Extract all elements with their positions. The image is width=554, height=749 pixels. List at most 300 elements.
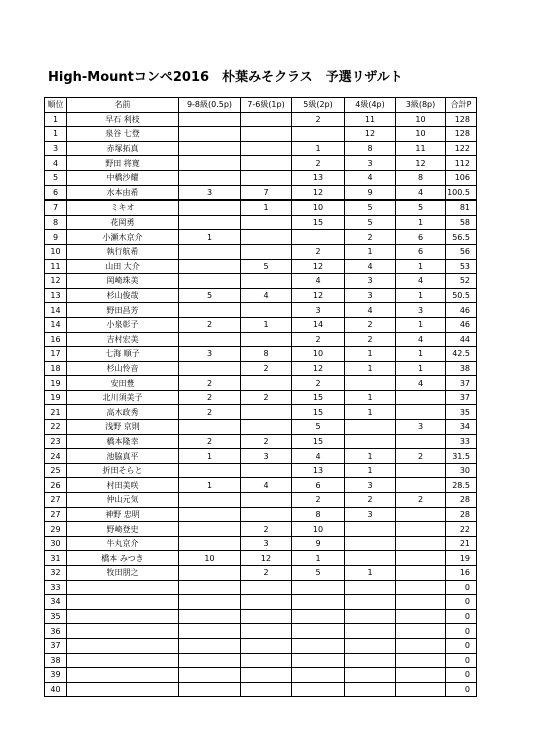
cell-grade-7-6	[241, 170, 292, 185]
cell-grade-9-8	[179, 274, 241, 289]
cell-grade-9-8	[179, 420, 241, 435]
cell-total: 112	[446, 156, 477, 171]
cell-total: 35	[446, 405, 477, 420]
table-row	[45, 376, 477, 391]
cell-rank: 40	[45, 682, 67, 697]
table-row	[45, 244, 477, 259]
cell-grade-4: 11	[345, 112, 396, 127]
cell-grade-3	[396, 638, 446, 653]
cell-rank: 29	[45, 522, 67, 537]
cell-rank: 7	[45, 200, 67, 215]
cell-grade-5: 6	[292, 478, 345, 493]
cell-grade-3	[396, 609, 446, 624]
cell-grade-4	[345, 536, 396, 551]
cell-grade-3: 10	[396, 127, 446, 142]
table-row	[45, 595, 477, 610]
table-row	[45, 215, 477, 230]
cell-grade-3: 1	[396, 259, 446, 274]
cell-grade-4	[345, 638, 396, 653]
cell-grade-5: 2	[292, 244, 345, 259]
cell-total: 28.5	[446, 478, 477, 493]
cell-name: 小泉彰子	[67, 317, 179, 332]
table-row	[45, 112, 477, 127]
table-row	[45, 682, 477, 697]
cell-grade-4: 2	[345, 493, 396, 508]
cell-grade-7-6: 8	[241, 347, 292, 362]
cell-name: 折田そらと	[67, 463, 179, 478]
cell-rank: 8	[45, 215, 67, 230]
cell-grade-3: 2	[396, 449, 446, 464]
cell-grade-3: 4	[396, 376, 446, 391]
cell-grade-5: 12	[292, 185, 345, 200]
cell-grade-7-6	[241, 127, 292, 142]
cell-grade-5: 15	[292, 434, 345, 449]
cell-grade-4	[345, 682, 396, 697]
cell-name: 岡崎珠美	[67, 274, 179, 289]
cell-grade-4: 4	[345, 303, 396, 318]
cell-grade-9-8	[179, 170, 241, 185]
cell-total: 0	[446, 653, 477, 668]
cell-total: 42.5	[446, 347, 477, 362]
cell-name	[67, 682, 179, 697]
cell-grade-7-6: 2	[241, 566, 292, 581]
table-row	[45, 551, 477, 566]
cell-name: 早石 利枝	[67, 112, 179, 127]
cell-rank: 4	[45, 156, 67, 171]
cell-grade-7-6	[241, 274, 292, 289]
cell-total: 56.5	[446, 230, 477, 245]
cell-grade-7-6: 2	[241, 390, 292, 405]
cell-grade-4: 2	[345, 230, 396, 245]
cell-name: 高木政秀	[67, 405, 179, 420]
column-header-grade-7-6: 7-6級(1p)	[241, 98, 292, 113]
cell-rank: 34	[45, 595, 67, 610]
cell-name: 野田昌芳	[67, 303, 179, 318]
cell-grade-4: 8	[345, 141, 396, 156]
cell-name	[67, 624, 179, 639]
cell-name: 橋本 みつき	[67, 551, 179, 566]
table-row	[45, 390, 477, 405]
cell-total: 0	[446, 609, 477, 624]
cell-grade-4	[345, 580, 396, 595]
cell-grade-5: 2	[292, 112, 345, 127]
table-row	[45, 288, 477, 303]
cell-rank: 19	[45, 390, 67, 405]
cell-grade-9-8	[179, 638, 241, 653]
table-row	[45, 230, 477, 245]
cell-grade-3: 3	[396, 303, 446, 318]
cell-grade-7-6	[241, 638, 292, 653]
cell-grade-9-8	[179, 200, 241, 215]
cell-grade-4: 1	[345, 244, 396, 259]
cell-total: 53	[446, 259, 477, 274]
cell-rank: 36	[45, 624, 67, 639]
cell-rank: 32	[45, 566, 67, 581]
cell-grade-7-6	[241, 580, 292, 595]
cell-total: 106	[446, 170, 477, 185]
cell-total: 28	[446, 507, 477, 522]
column-header-grade-3: 3級(8p)	[396, 98, 446, 113]
cell-grade-9-8	[179, 653, 241, 668]
cell-name: 野崎登史	[67, 522, 179, 537]
cell-grade-7-6: 12	[241, 551, 292, 566]
cell-name: 仲山元気	[67, 493, 179, 508]
cell-grade-5: 4	[292, 274, 345, 289]
table-row	[45, 420, 477, 435]
cell-grade-3	[396, 478, 446, 493]
cell-rank: 13	[45, 288, 67, 303]
cell-name: ミキオ	[67, 200, 179, 215]
cell-total: 38	[446, 361, 477, 376]
cell-total: 100.5	[446, 185, 477, 200]
cell-grade-3: 1	[396, 361, 446, 376]
cell-grade-4: 3	[345, 156, 396, 171]
cell-grade-3	[396, 434, 446, 449]
cell-grade-7-6	[241, 463, 292, 478]
cell-grade-4: 2	[345, 317, 396, 332]
cell-rank: 11	[45, 259, 67, 274]
cell-rank: 6	[45, 185, 67, 200]
page-title: High-Mountコンペ2016 朴葉みそクラス 予選リザルト	[48, 70, 403, 85]
cell-grade-9-8	[179, 668, 241, 683]
table-row	[45, 609, 477, 624]
cell-grade-3	[396, 653, 446, 668]
cell-grade-4: 1	[345, 390, 396, 405]
cell-grade-4	[345, 551, 396, 566]
column-header-grade-5: 5級(2p)	[292, 98, 345, 113]
cell-grade-9-8: 2	[179, 390, 241, 405]
cell-grade-4	[345, 653, 396, 668]
cell-grade-4: 12	[345, 127, 396, 142]
cell-grade-3: 12	[396, 156, 446, 171]
cell-name: 七海 順子	[67, 347, 179, 362]
cell-rank: 3	[45, 141, 67, 156]
cell-grade-5: 12	[292, 259, 345, 274]
cell-name: 村田美咲	[67, 478, 179, 493]
table-row	[45, 303, 477, 318]
cell-grade-5	[292, 595, 345, 610]
table-row	[45, 361, 477, 376]
cell-grade-7-6	[241, 653, 292, 668]
cell-grade-4: 1	[345, 361, 396, 376]
cell-grade-9-8	[179, 580, 241, 595]
cell-grade-4	[345, 420, 396, 435]
column-header-name: 名前	[67, 98, 179, 113]
cell-grade-7-6	[241, 112, 292, 127]
cell-name	[67, 609, 179, 624]
cell-grade-9-8: 1	[179, 449, 241, 464]
cell-grade-4: 5	[345, 200, 396, 215]
cell-rank: 18	[45, 361, 67, 376]
table-row	[45, 463, 477, 478]
cell-grade-5: 10	[292, 522, 345, 537]
cell-grade-3	[396, 682, 446, 697]
cell-total: 44	[446, 332, 477, 347]
cell-grade-5: 4	[292, 449, 345, 464]
cell-grade-5: 9	[292, 536, 345, 551]
cell-grade-4: 1	[345, 463, 396, 478]
cell-total: 0	[446, 624, 477, 639]
cell-grade-9-8	[179, 259, 241, 274]
cell-name: 杉山怜音	[67, 361, 179, 376]
cell-grade-7-6	[241, 507, 292, 522]
cell-total: 0	[446, 595, 477, 610]
cell-total: 34	[446, 420, 477, 435]
cell-grade-7-6	[241, 624, 292, 639]
cell-total: 0	[446, 682, 477, 697]
cell-grade-9-8	[179, 609, 241, 624]
cell-grade-3: 1	[396, 347, 446, 362]
cell-grade-4	[345, 609, 396, 624]
cell-grade-7-6	[241, 376, 292, 391]
table-row	[45, 141, 477, 156]
cell-grade-5: 13	[292, 463, 345, 478]
cell-grade-5: 15	[292, 405, 345, 420]
cell-grade-5: 12	[292, 288, 345, 303]
cell-grade-9-8	[179, 507, 241, 522]
cell-name: 橋本隆幸	[67, 434, 179, 449]
cell-grade-3: 11	[396, 141, 446, 156]
cell-grade-3: 1	[396, 215, 446, 230]
column-header-grade-4: 4級(4p)	[345, 98, 396, 113]
cell-grade-3	[396, 668, 446, 683]
cell-grade-5	[292, 230, 345, 245]
cell-name	[67, 668, 179, 683]
cell-grade-3	[396, 551, 446, 566]
cell-grade-9-8: 5	[179, 288, 241, 303]
cell-grade-9-8: 1	[179, 230, 241, 245]
cell-grade-5	[292, 653, 345, 668]
cell-grade-5	[292, 682, 345, 697]
cell-grade-9-8: 3	[179, 185, 241, 200]
cell-rank: 19	[45, 376, 67, 391]
cell-rank: 9	[45, 230, 67, 245]
cell-name	[67, 595, 179, 610]
cell-grade-7-6	[241, 332, 292, 347]
cell-name: 小瀬木京介	[67, 230, 179, 245]
cell-total: 31.5	[446, 449, 477, 464]
cell-grade-4	[345, 434, 396, 449]
cell-rank: 37	[45, 638, 67, 653]
cell-grade-7-6	[241, 609, 292, 624]
cell-name: 中橋沙耀	[67, 170, 179, 185]
cell-rank: 14	[45, 303, 67, 318]
cell-grade-5: 14	[292, 317, 345, 332]
table-row	[45, 332, 477, 347]
cell-grade-4	[345, 522, 396, 537]
cell-grade-9-8	[179, 595, 241, 610]
cell-grade-9-8	[179, 332, 241, 347]
cell-grade-3	[396, 522, 446, 537]
cell-grade-9-8	[179, 566, 241, 581]
cell-grade-5: 2	[292, 332, 345, 347]
cell-name: 水本由希	[67, 185, 179, 200]
table-row	[45, 638, 477, 653]
cell-total: 52	[446, 274, 477, 289]
cell-grade-7-6: 4	[241, 288, 292, 303]
cell-total: 46	[446, 317, 477, 332]
cell-grade-4: 1	[345, 566, 396, 581]
cell-grade-7-6	[241, 303, 292, 318]
cell-grade-3: 5	[396, 200, 446, 215]
cell-grade-5: 10	[292, 347, 345, 362]
table-row	[45, 478, 477, 493]
cell-name: 花岡勇	[67, 215, 179, 230]
cell-rank: 39	[45, 668, 67, 683]
cell-grade-9-8	[179, 303, 241, 318]
cell-name	[67, 638, 179, 653]
cell-grade-5	[292, 638, 345, 653]
cell-name: 牛丸京介	[67, 536, 179, 551]
header-row	[45, 98, 477, 113]
cell-grade-4: 1	[345, 449, 396, 464]
cell-grade-5: 2	[292, 156, 345, 171]
cell-rank: 5	[45, 170, 67, 185]
cell-total: 58	[446, 215, 477, 230]
cell-name: 泉谷 七登	[67, 127, 179, 142]
cell-rank: 31	[45, 551, 67, 566]
cell-name: 北川須美子	[67, 390, 179, 405]
table-row	[45, 317, 477, 332]
cell-grade-5	[292, 668, 345, 683]
cell-grade-5: 3	[292, 303, 345, 318]
cell-total: 0	[446, 668, 477, 683]
cell-total: 19	[446, 551, 477, 566]
cell-grade-3: 6	[396, 230, 446, 245]
table-row	[45, 522, 477, 537]
cell-grade-3: 3	[396, 420, 446, 435]
cell-grade-4: 3	[345, 288, 396, 303]
cell-grade-4	[345, 376, 396, 391]
cell-grade-7-6	[241, 682, 292, 697]
cell-grade-4: 3	[345, 478, 396, 493]
cell-name	[67, 580, 179, 595]
cell-grade-3: 1	[396, 288, 446, 303]
cell-grade-7-6	[241, 420, 292, 435]
cell-grade-9-8	[179, 463, 241, 478]
cell-grade-5: 13	[292, 170, 345, 185]
cell-grade-5	[292, 609, 345, 624]
table-row	[45, 653, 477, 668]
results-body	[45, 112, 477, 697]
cell-grade-9-8	[179, 624, 241, 639]
results-table	[44, 97, 477, 697]
cell-rank: 27	[45, 507, 67, 522]
table-row	[45, 259, 477, 274]
cell-rank: 25	[45, 463, 67, 478]
cell-grade-7-6: 3	[241, 449, 292, 464]
cell-name: 浅野 京則	[67, 420, 179, 435]
table-row	[45, 156, 477, 171]
column-header-rank: 順位	[45, 98, 67, 113]
cell-grade-3	[396, 624, 446, 639]
cell-total: 128	[446, 127, 477, 142]
cell-grade-7-6: 1	[241, 200, 292, 215]
table-row	[45, 624, 477, 639]
table-row	[45, 668, 477, 683]
cell-grade-7-6	[241, 668, 292, 683]
cell-rank: 26	[45, 478, 67, 493]
cell-grade-7-6: 7	[241, 185, 292, 200]
cell-grade-5: 5	[292, 420, 345, 435]
cell-grade-7-6	[241, 493, 292, 508]
cell-grade-4	[345, 595, 396, 610]
cell-grade-3: 6	[396, 244, 446, 259]
cell-rank: 14	[45, 317, 67, 332]
cell-name	[67, 653, 179, 668]
cell-rank: 30	[45, 536, 67, 551]
cell-rank: 27	[45, 493, 67, 508]
cell-grade-3: 10	[396, 112, 446, 127]
cell-grade-9-8: 1	[179, 478, 241, 493]
cell-grade-9-8	[179, 361, 241, 376]
cell-total: 56	[446, 244, 477, 259]
cell-grade-4: 3	[345, 507, 396, 522]
cell-total: 28	[446, 493, 477, 508]
cell-rank: 21	[45, 405, 67, 420]
cell-total: 0	[446, 638, 477, 653]
cell-name: 山田 大介	[67, 259, 179, 274]
cell-grade-5	[292, 624, 345, 639]
cell-grade-4: 2	[345, 332, 396, 347]
cell-grade-9-8	[179, 141, 241, 156]
cell-rank: 17	[45, 347, 67, 362]
cell-grade-3: 4	[396, 185, 446, 200]
cell-name: 野田 将寛	[67, 156, 179, 171]
cell-name: 牧田朋之	[67, 566, 179, 581]
cell-total: 21	[446, 536, 477, 551]
cell-total: 37	[446, 376, 477, 391]
cell-grade-7-6	[241, 230, 292, 245]
cell-grade-5	[292, 127, 345, 142]
cell-grade-9-8	[179, 522, 241, 537]
cell-rank: 23	[45, 434, 67, 449]
cell-grade-5: 2	[292, 493, 345, 508]
cell-total: 0	[446, 580, 477, 595]
cell-name: 神野 忠明	[67, 507, 179, 522]
cell-grade-9-8	[179, 493, 241, 508]
cell-grade-4: 5	[345, 215, 396, 230]
cell-name: 池脇真平	[67, 449, 179, 464]
cell-total: 16	[446, 566, 477, 581]
cell-grade-9-8: 10	[179, 551, 241, 566]
cell-name: 吉村宏美	[67, 332, 179, 347]
cell-grade-3: 2	[396, 493, 446, 508]
cell-grade-9-8	[179, 215, 241, 230]
cell-grade-9-8	[179, 156, 241, 171]
cell-grade-9-8	[179, 112, 241, 127]
cell-grade-9-8	[179, 127, 241, 142]
cell-total: 50.5	[446, 288, 477, 303]
cell-grade-4: 1	[345, 347, 396, 362]
cell-total: 37	[446, 390, 477, 405]
cell-total: 128	[446, 112, 477, 127]
cell-grade-3	[396, 390, 446, 405]
cell-grade-3	[396, 405, 446, 420]
cell-grade-4	[345, 624, 396, 639]
cell-grade-7-6: 3	[241, 536, 292, 551]
table-row	[45, 127, 477, 142]
cell-grade-5: 8	[292, 507, 345, 522]
cell-grade-4: 4	[345, 259, 396, 274]
cell-rank: 35	[45, 609, 67, 624]
cell-grade-5: 2	[292, 376, 345, 391]
table-row	[45, 200, 477, 215]
cell-grade-9-8	[179, 682, 241, 697]
cell-grade-7-6	[241, 215, 292, 230]
cell-name: 安田豊	[67, 376, 179, 391]
cell-grade-9-8: 2	[179, 434, 241, 449]
